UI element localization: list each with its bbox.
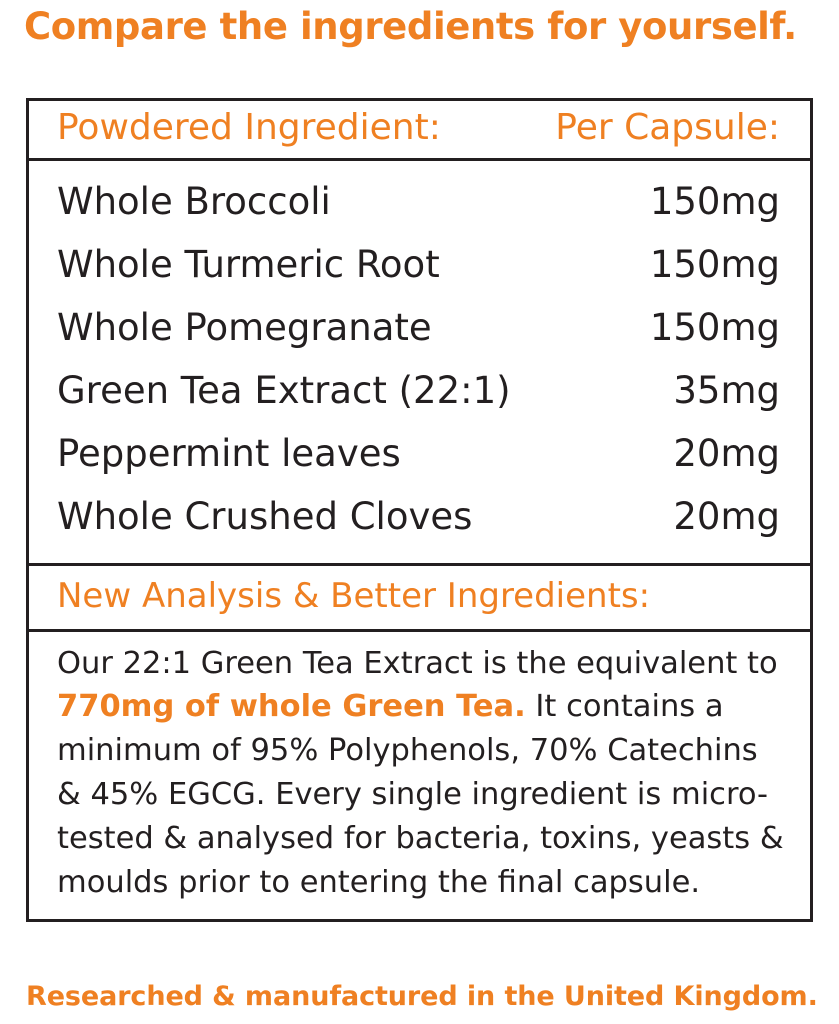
table-row (57, 360, 788, 423)
ingredient-amount: 150mg (649, 306, 780, 350)
ingredient-name: Peppermint leaves (57, 431, 401, 475)
ingredient-name: Whole Pomegranate (57, 306, 432, 350)
ingredient-name: Whole Crushed Cloves (57, 494, 473, 538)
ingredient-name: Green Tea Extract (22:1) (57, 369, 511, 413)
table-row (57, 171, 788, 234)
ingredient-amount: 20mg (673, 494, 780, 538)
table-header-row (29, 101, 810, 161)
page-headline: Compare the ingredients for yourself. (24, 5, 797, 48)
table-row (57, 297, 788, 360)
analysis-body-text (29, 632, 810, 919)
analysis-text-part1: Our 22:1 Green Tea Extract is the equivalent to (57, 645, 778, 681)
table-row (57, 234, 788, 297)
ingredient-amount: 150mg (649, 180, 780, 224)
analysis-subheading: New Analysis & Better Ingredients: (29, 566, 810, 632)
column-header-ingredient: Powdered Ingredient: (57, 107, 441, 148)
ingredient-name: Whole Turmeric Root (57, 243, 440, 287)
analysis-text-part2: It contains a minimum of 95% Polyphenols, 70% Catechins & 45% EGCG. Every single ingredient is micro-tested & analysed for bacteria, toxins, yeasts & moulds prior to entering the final capsule. (57, 689, 784, 901)
ingredients-list (29, 161, 810, 565)
ingredients-panel (26, 98, 813, 922)
ingredient-amount: 20mg (673, 431, 780, 475)
footer-note: Researched & manufactured in the United Kingdom. (26, 981, 818, 1012)
ingredient-name: Whole Broccoli (57, 180, 331, 224)
analysis-text-highlight: 770mg of whole Green Tea. (57, 689, 526, 725)
ingredient-amount: 35mg (673, 369, 780, 413)
column-header-per-capsule: Per Capsule: (555, 107, 780, 148)
table-row (57, 423, 788, 486)
ingredient-amount: 150mg (649, 243, 780, 287)
table-row (57, 486, 788, 549)
